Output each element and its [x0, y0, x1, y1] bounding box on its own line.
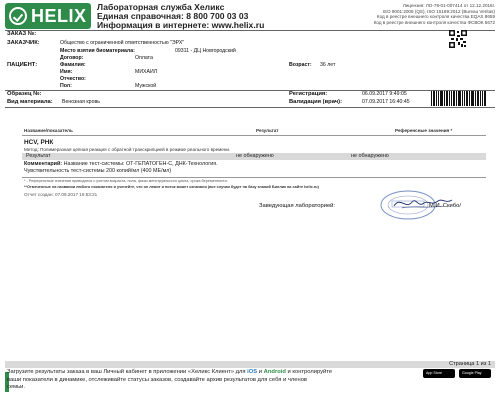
- lab-website: Информация в интернете: www.helix.ru: [97, 19, 265, 30]
- sampling-place-label: Место взятия биоматериала:: [60, 48, 135, 54]
- android-link[interactable]: Android: [263, 369, 286, 375]
- lab-name: Лабораторная служба Хеликс: [97, 2, 225, 12]
- signature-label: Заведующая лабораторией:: [259, 203, 336, 209]
- google-play-badge[interactable]: Google Play: [459, 369, 491, 378]
- comment-line-2: Чувствительность тест-системы 200 копий/мл (400 МЕ/мл): [24, 168, 172, 175]
- footer-text: семьи.: [7, 384, 25, 391]
- lab-info: [97, 3, 264, 29]
- report-header: [5, 3, 495, 29]
- test-method: Метод: Полимеразная цепная реакция с обратной транскрипцией в режиме реального времени.: [24, 147, 231, 152]
- contract-value: Оплата: [135, 55, 153, 61]
- contract-label: Договор:: [60, 55, 84, 61]
- validation-label: Валидация (врач):: [289, 99, 343, 105]
- patronymic-label: Отчество:: [60, 76, 86, 82]
- col-name-header: Название/показатель: [24, 128, 73, 133]
- page-bar: [5, 361, 495, 368]
- footer-text: и контролируйте: [287, 369, 333, 375]
- material-type-label: Вид материала:: [7, 99, 53, 105]
- surname-label: Фамилия:: [60, 62, 86, 68]
- validation-value: 07.09.2017 16:40:45: [362, 99, 410, 105]
- app-store-badge[interactable]: App Store: [423, 369, 455, 378]
- test-comment: [24, 161, 464, 176]
- comment-label: Комментарий:: [24, 161, 63, 167]
- footer-promo: [7, 369, 493, 392]
- report-created: Отчет создан: 07.09.2017 16:53:21: [24, 192, 98, 197]
- patient-label: ПАЦИЕНТ:: [7, 62, 38, 68]
- ios-link[interactable]: iOS: [247, 369, 258, 375]
- table-row: [22, 153, 486, 160]
- license-info: [275, 3, 495, 25]
- page-number: Страница 1 из 1: [449, 361, 491, 367]
- material-type-value: Венозная кровь: [62, 99, 100, 105]
- signatory-name: М.И. Скибо/: [429, 203, 461, 209]
- age-value: 36 лет: [320, 62, 336, 68]
- footer-text: и: [258, 369, 263, 375]
- check-circle-icon: [9, 7, 27, 25]
- registration-value: 06.09.2017 9:49:05: [362, 91, 407, 97]
- app-store-badges: [423, 369, 493, 389]
- divider: [5, 30, 495, 31]
- marked-note: **Отмеченные на названии любого показателя и ученейте, что он лежит и поток может означали (все случаи будет на базу знаний Биллик на сайте helix.ru): [24, 185, 319, 189]
- barcode-icon: [431, 91, 487, 106]
- sex-value: Мужской: [135, 83, 157, 89]
- first-name-label: Имя:: [60, 69, 73, 75]
- footer-text: Загрузите результаты заказа в ваш Личный кабинет в приложении «Хеликс Клиент» для: [7, 369, 246, 375]
- sample-number-label: Образец №:: [7, 91, 42, 97]
- helix-logo: [5, 3, 91, 29]
- divider: [22, 135, 486, 136]
- result-name: Результат: [26, 153, 51, 159]
- divider: [5, 107, 495, 108]
- footer-text: ваши показатели в динамике, отслеживайте статусы заказов, создавайте архив результатов для себя и членов: [7, 376, 308, 383]
- sampling-place-value: 09311 - ДЦ Новгородский: [175, 48, 236, 54]
- registration-label: Регистрация:: [289, 91, 328, 97]
- comment-line-1: Название тест-системы: ОТ-ГЕПАТОГЕН-С, ДНК-Технология.: [63, 161, 218, 167]
- license-line: Код в реестре внешнего контроля качества ФСВОК 5672: [373, 19, 495, 25]
- test-title: HCV, РНК: [24, 139, 54, 146]
- qr-code-icon: [449, 30, 467, 48]
- logo-text: HELIX: [31, 6, 87, 26]
- license-line: ISO 9001:2008 (QS), ISO 15189:2012 (Bureau Veritas): [382, 8, 495, 14]
- lab-phone: Единая справочная: 8 800 700 03 03: [97, 10, 249, 21]
- first-name-value: МИХАИЛ: [135, 69, 158, 75]
- divider: [22, 177, 486, 178]
- divider: [5, 90, 495, 91]
- license-line: Лицензия: ЛО-78-01-007414 от 12.12.2016г.: [402, 3, 495, 8]
- reference-note: * - Референсные значения приводятся с учетом возраста, пола, фазы менструального цикла, срока беременности.: [24, 179, 228, 183]
- col-result-header: Результат: [256, 128, 279, 133]
- col-reference-header: Референсные значения *: [395, 128, 453, 133]
- license-line: Код в реестре внешнего контроля качества EQAS 8659: [376, 14, 495, 20]
- sex-label: Пол:: [60, 83, 72, 89]
- customer-value: Общество с ограниченной ответственностью "ЭРХ": [60, 40, 185, 46]
- result-reference: не обнаружено: [351, 153, 389, 159]
- age-label: Возраст:: [289, 62, 312, 68]
- order-number-label: ЗАКАЗ №:: [7, 31, 37, 37]
- result-value: не обнаружено: [236, 153, 274, 159]
- customer-label: ЗАКАЗЧИК:: [7, 40, 40, 46]
